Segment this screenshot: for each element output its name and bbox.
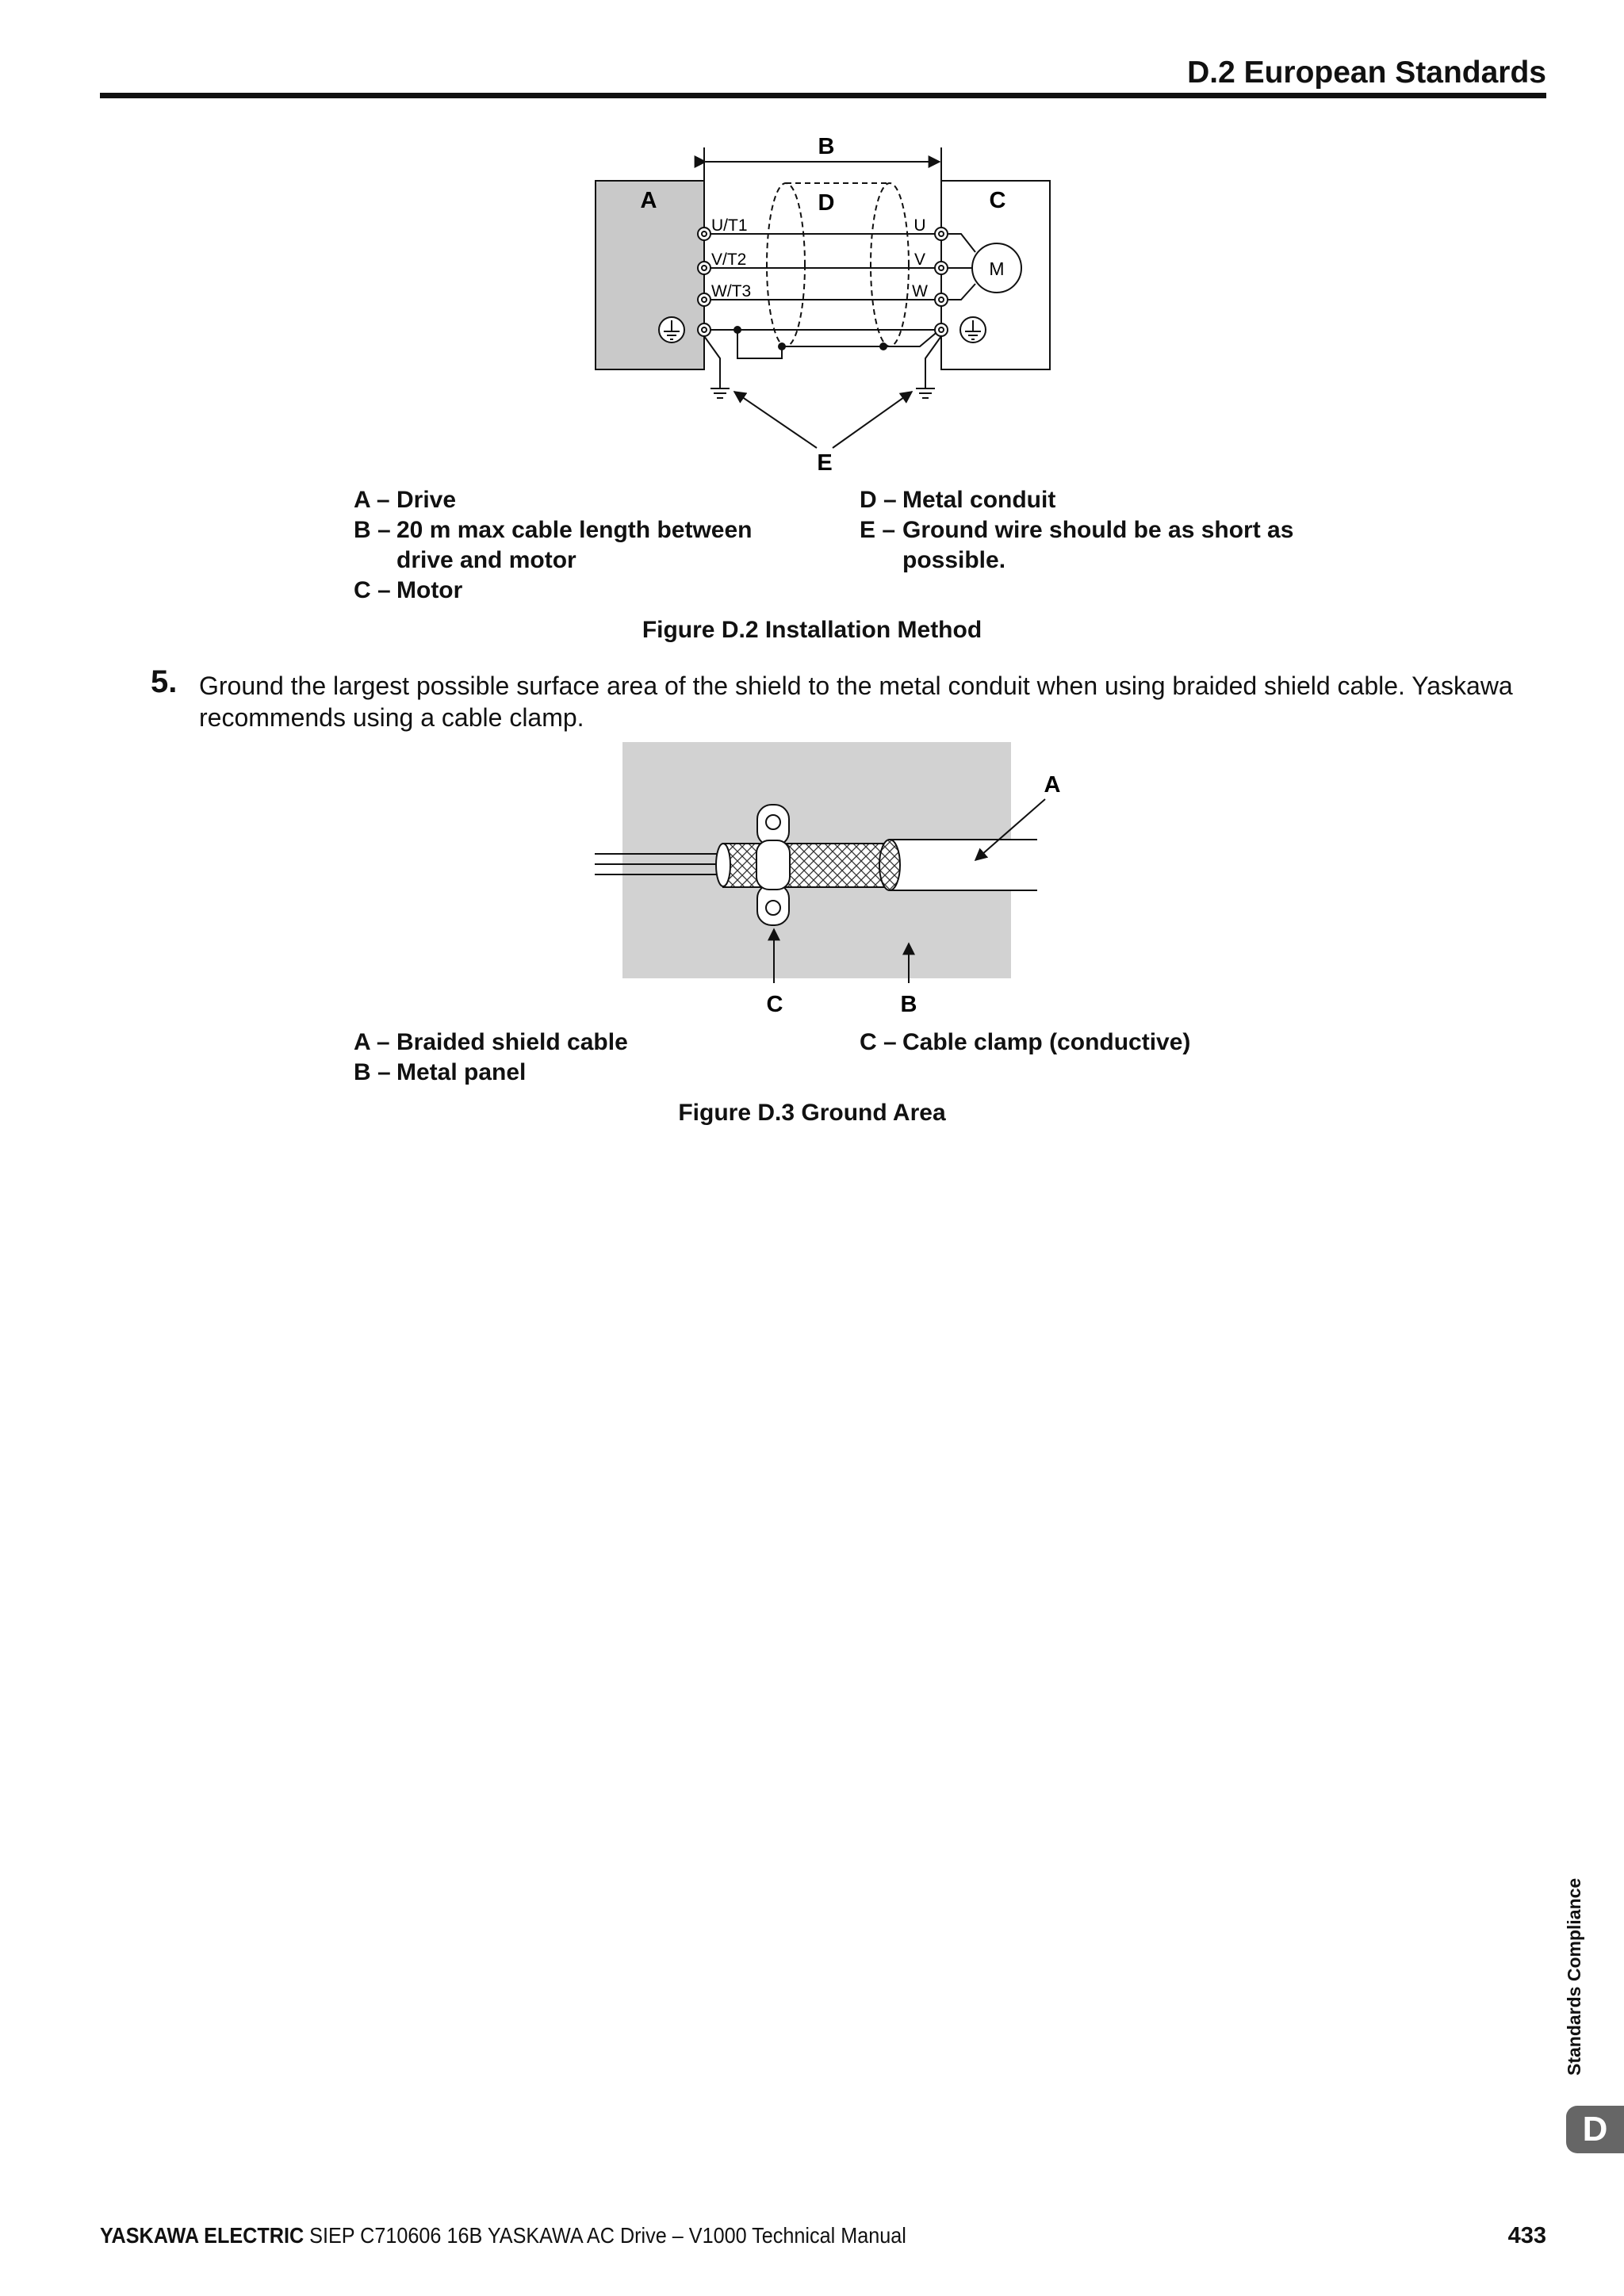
legend-key: C –: [860, 1029, 897, 1055]
legend-item-d: [860, 485, 1304, 515]
footer-doc-title: SIEP C710606 16B YASKAWA AC Drive – V1000 Technical Manual: [304, 2223, 906, 2248]
legend-item-e: [860, 515, 1304, 576]
wire-ground-loop: [737, 330, 782, 358]
arrow-e-right: [833, 392, 912, 448]
label-c: C: [766, 992, 783, 1017]
label-b: B: [900, 992, 917, 1017]
legend-text: Drive: [396, 487, 457, 513]
braided-shield: [723, 844, 890, 887]
chapter-badge[interactable]: D: [1566, 2106, 1624, 2153]
terminal-v: V: [914, 251, 926, 269]
terminal-ut1: U/T1: [711, 216, 748, 235]
label-a: A: [1044, 772, 1061, 798]
figure-installation-method: [584, 127, 1075, 480]
legend-d2-right: [860, 485, 1304, 576]
legend-d2-left: [354, 485, 798, 606]
arrow-e-left: [734, 392, 817, 448]
cable-clamp: [756, 805, 790, 925]
label-c: C: [989, 188, 1006, 213]
legend-item-c: [354, 576, 798, 606]
metal-conduit: [767, 183, 909, 346]
legend-item-b: [354, 1058, 798, 1088]
motor-earth-ground-icon: [916, 336, 941, 398]
step-text: Ground the largest possible surface area of the shield to the metal conduit when using braided shield cable. Yaskawa recommends using a cable clamp.: [199, 672, 1513, 732]
label-b: B: [818, 134, 835, 159]
terminal-wt3: W/T3: [711, 282, 752, 300]
figure-caption-d2: Figure D.2 Installation Method: [642, 617, 982, 643]
page-number: 433: [1507, 2223, 1546, 2248]
legend-key: D –: [860, 487, 897, 513]
footer-document-info: [100, 2223, 906, 2248]
legend-item-c: [860, 1027, 1304, 1058]
legend-text: Motor: [396, 577, 463, 603]
legend-d3-right: [860, 1027, 1304, 1058]
motor-label-m: M: [989, 258, 1005, 279]
section-title: D.2 European Standards: [1187, 55, 1546, 90]
terminal-vt2: V/T2: [711, 251, 747, 269]
side-tab-text: Standards Compliance: [1564, 1877, 1584, 2076]
drive-ground-symbol-icon: [659, 317, 684, 342]
legend-key: B –: [354, 1059, 391, 1085]
legend-key: E –: [860, 517, 896, 543]
legend-key: B –: [354, 517, 391, 543]
figure-ground-area: [584, 736, 1075, 1021]
label-e: E: [817, 450, 833, 476]
drive-earth-ground-icon: [704, 336, 730, 398]
terminal-w: W: [912, 282, 928, 300]
legend-key: C –: [354, 577, 391, 603]
label-d: D: [818, 190, 835, 216]
legend-item-a: [354, 485, 798, 515]
legend-text: Metal panel: [396, 1059, 527, 1085]
legend-text: Cable clamp (conductive): [902, 1029, 1191, 1055]
motor-ground-symbol-icon: [960, 317, 986, 342]
cable-jacket: [890, 840, 1037, 890]
terminal-u: U: [914, 216, 926, 235]
legend-d3-left: [354, 1027, 798, 1088]
legend-text: Ground wire should be as short as possible.: [902, 517, 1294, 573]
step-number: 5.: [151, 664, 178, 699]
footer-brand: YASKAWA ELECTRIC: [100, 2223, 304, 2248]
legend-key: A –: [354, 1029, 390, 1055]
legend-item-a: [354, 1027, 798, 1058]
header-rule: [100, 93, 1546, 98]
legend-item-b: [354, 515, 798, 576]
legend-key: A –: [354, 487, 390, 513]
legend-text: Braided shield cable: [396, 1029, 628, 1055]
figure-caption-d3: Figure D.3 Ground Area: [678, 1100, 946, 1126]
label-a: A: [640, 188, 657, 213]
legend-text: 20 m max cable length between drive and motor: [396, 517, 753, 573]
legend-text: Metal conduit: [902, 487, 1056, 513]
